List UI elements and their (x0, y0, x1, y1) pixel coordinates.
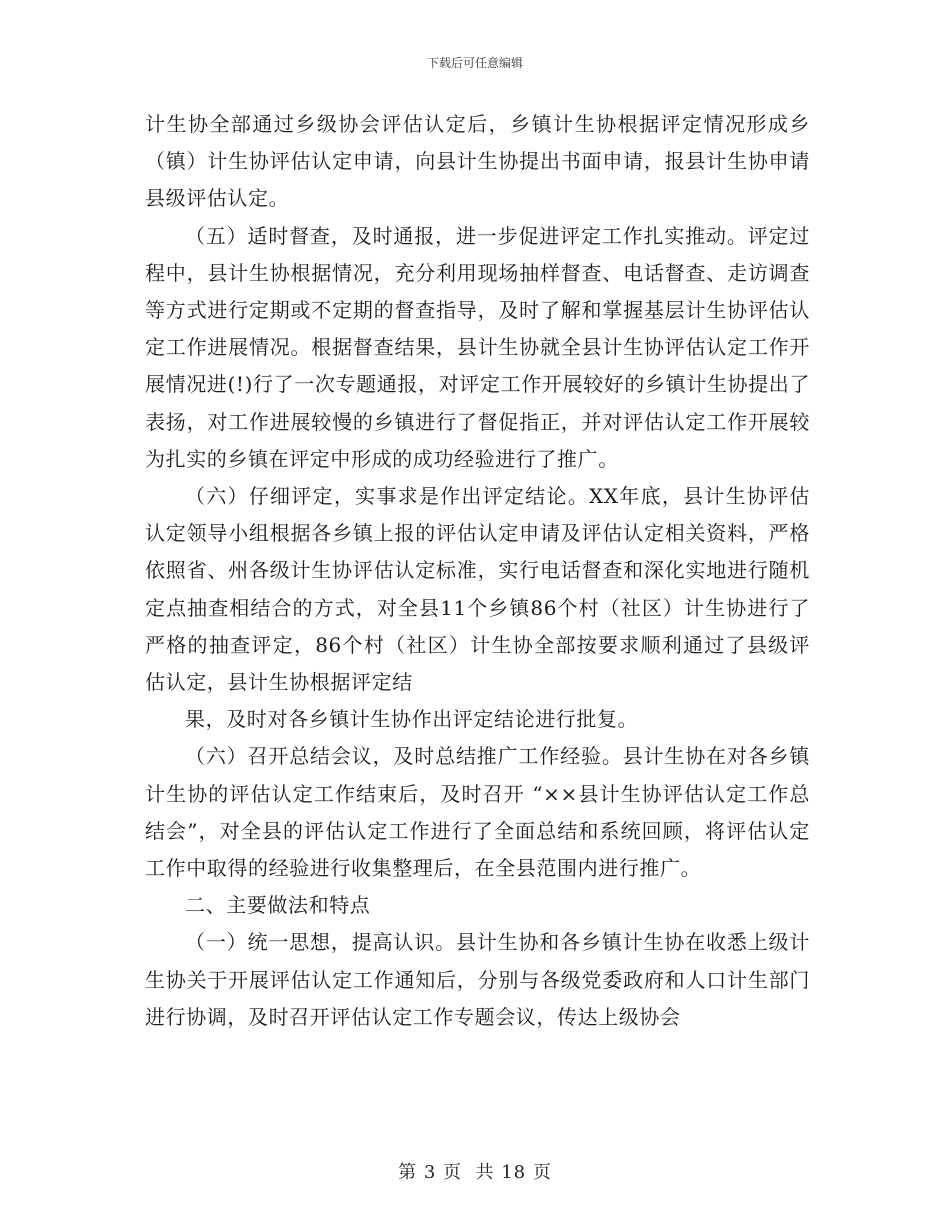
footer-middle: 页 共 (443, 1162, 495, 1183)
paragraph-2: （五）适时督查，及时通报，进一步促进评定工作扎实推动。评定过程中，县计生协根据情况，充分利用现场抽样督查、电话督查、走访调查等方式进行定期或不定期的督查指导，及时了解和掌握基层计生协评估认定工作进展情况。根据督查结果，县计生协就全县计生协评估认定工作开展情况进(!)行了一次专题通报，对评定工作开展较好的乡镇计生协提出了表扬，对工作进展较慢的乡镇进行了督促指正，并对评估认定工作开展较为扎实的乡镇在评定中形成的成功经验进行了推广。 (145, 223, 810, 471)
paragraph-3: （六）仔细评定，实事求是作出评定结论。XX年底，县计生协评估认定领导小组根据各乡镇上报的评估认定申请及评估认定相关资料，严格依照省、州各级计生协评估认定标准，实行电话督查和深化实地进行随机定点抽查相结合的方式，对全县11个乡镇86个村（社区）计生协进行了严格的抽查评定，86个村（社区）计生协全部按要求顺利通过了县级评估认定，县计生协根据评定结 (145, 484, 810, 695)
footer-suffix: 页 (532, 1162, 552, 1183)
paragraph-5: （六）召开总结会议，及时总结推广工作经验。县计生协在对各乡镇计生协的评估认定工作结束后，及时召开 “××县计生协评估认定工作总结会”，对全县的评估认定工作进行了全面总结和系统回顾，将评估认定工作中取得的经验进行收集整理后，在全县范围内进行推广。 (145, 744, 810, 881)
footer-prefix: 第 (398, 1162, 418, 1183)
paragraph-4: 果，及时对各乡镇计生协作出评定结论进行批复。 (185, 707, 639, 732)
section-heading: 二、主要做法和特点 (185, 893, 371, 918)
paragraph-1: 计生协全部通过乡级协会评估认定后，乡镇计生协根据评定情况形成乡（镇）计生协评估认定申请，向县计生协提出书面申请，报县计生协申请县级评估认定。 (145, 112, 810, 211)
total-page-number: 18 (501, 1162, 527, 1183)
header-note: 下载后可任意编辑 (426, 56, 523, 70)
current-page-number: 3 (423, 1162, 437, 1183)
document-body (145, 106, 810, 1036)
paragraph-6: （一）统一思想，提高认识。县计生协和各乡镇计生协在收悉上级计生协关于开展评估认定工作通知后，分别与各级党委政府和人口计生部门进行协调，及时召开评估认定工作专题会议，传达上级协会 (145, 930, 810, 1029)
page-footer (0, 1158, 950, 1184)
